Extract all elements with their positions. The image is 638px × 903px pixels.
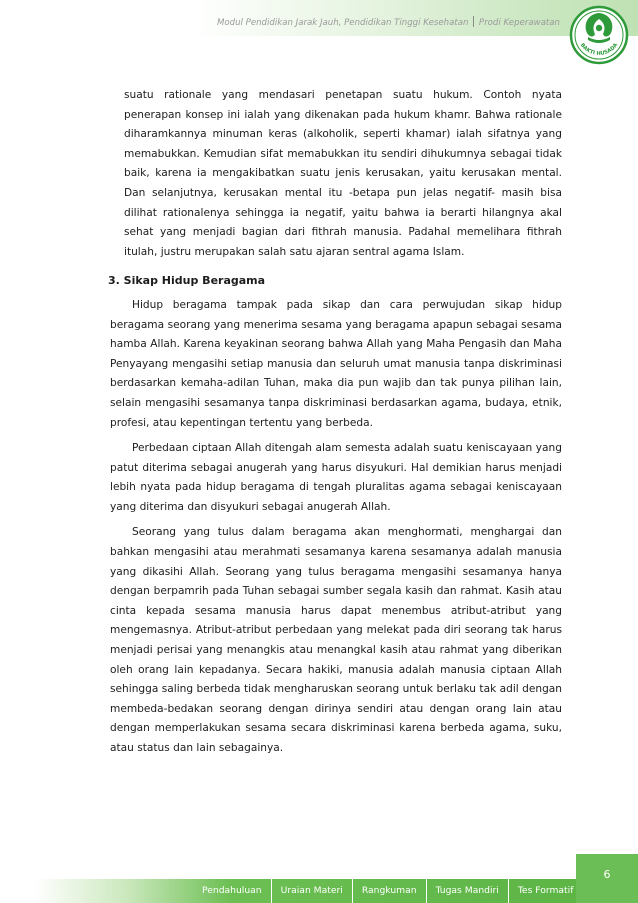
body-paragraph-2: Perbedaan ciptaan Allah ditengah alam semesta adalah suatu keniscayaan yang patut diterima sebagai anugerah yang harus disyukuri. Hal demikian harus menjadi lebih nyata pada hidup beragama di tengah pluralitas agama sebagai keniscayaan yang diterima dan disyukuri sebagai anugerah Allah. (110, 442, 562, 513)
title-separator (473, 16, 474, 27)
nav-tugas-mandiri[interactable]: Tugas Mandiri (426, 879, 508, 903)
page-content (110, 86, 562, 759)
nav-uraian-materi[interactable]: Uraian Materi (271, 879, 352, 903)
nav-rangkuman[interactable]: Rangkuman (352, 879, 426, 903)
footer-navigation (193, 879, 582, 903)
module-title-part2: Prodi Keperawatan (478, 18, 560, 28)
page-number-box (576, 854, 638, 903)
module-title-part1: Modul Pendidikan Jarak Jauh, Pendidikan Tinggi Kesehatan (216, 18, 469, 28)
nav-pendahuluan[interactable]: Pendahuluan (202, 885, 262, 896)
page-number: 6 (603, 868, 611, 881)
body-paragraph-1: Hidup beragama tampak pada sikap dan cara perwujudan sikap hidup beragama seorang yang menerima sesama yang beragama apapun sebagai sesama hamba Allah. Karena keyakinan seorang bahwa Allah yang Maha Pengasih dan Maha Penyayang mengasihi setiap manusia dan seluruh umat manusia tanpa diskriminasi berdasarkan kemaha-adilan Tuhan, maka dia pun wajib dan tak punya pilihan lain, selain mengasihi sesamanya tanpa diskriminasi berdasarkan agama, budaya, etnik, profesi, atau kepentingan tertentu yang berbeda. (110, 298, 562, 429)
bakti-husada-logo-icon (568, 4, 630, 66)
body-paragraph-3: Seorang yang tulus dalam beragama akan menghormati, menghargai dan bahkan mengasihi atau merahmati sesamanya karena sesamanya adalah manusia yang dikasihi Allah. Seorang yang tulus beragama mengasihi sesamanya hanya dengan berpamrih pada Tuhan sebagai sumber segala kasih dan rahmat. Kasih atau cinta kepada sesama manusia harus dapat menembus atribut-atribut yang mengemasnya. Atribut-atribut perbedaan yang melekat pada diri seorang tak harus menjadi perisai yang menangkis atau menangkal kasih atau rahmat yang diberikan oleh orang lain kepadanya. Secara hakiki, manusia adalah manusia ciptaan Allah sehingga saling berbeda tidak mengharuskan seorang untuk berlaku tak adil dengan membeda-bedakan seorang dengan dirinya sendiri atau dengan orang lain atau dengan memperlakukan sesama secara diskriminasi karena berbeda agama, suku, atau status dan lain sebagainya. (110, 526, 562, 754)
continued-paragraph: suatu rationale yang mendasari penetapan suatu hukum. Contoh nyata penerapan konsep ini ialah yang dikenakan pada hukum khamr. Bahwa rationale diharamkannya minuman keras (alkoholik, seperti khamar) ialah sifatnya yang memabukkan. Kemudian sifat memabukkan itu sendiri dihukumnya sebagai tidak baik, karena ia mengakibatkan suatu jenis kerusakan, yaitu kerusakan mental. Dan selanjutnya, kerusakan mental itu -betapa pun jelas negatif- masih bisa dilihat rationalenya sehingga ia negatif, yaitu bahwa ia berarti hilangnya akal sehat yang menjadi bagian dari fithrah manusia. Padahal memelihara fithrah itulah, justru merupakan salah satu ajaran sentral agama Islam. (124, 89, 562, 258)
nav-tes-formatif[interactable]: Tes Formatif (508, 879, 583, 903)
module-title (217, 16, 560, 28)
logo-text: BAKTI HUSADA (578, 42, 620, 57)
section-heading: 3. Sikap Hidup Beragama (108, 274, 266, 288)
